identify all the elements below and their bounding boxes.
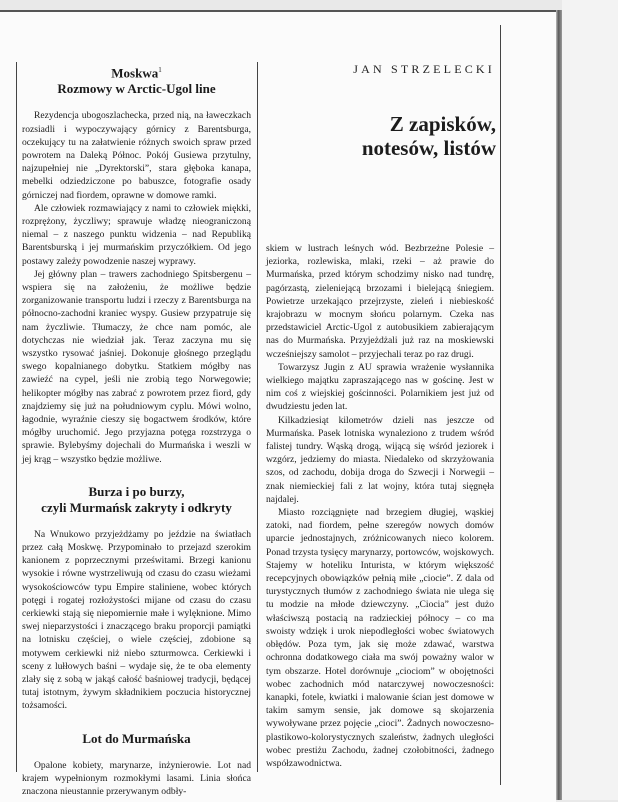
- paragraph: Na Wnukowo przyjeżdżamy po jeździe na światłach przez całą Moskwę. Przypominało to przejazd szerokim kanionem z poprzecznymi prześwitami. Brzegi kanionu wysokie i równe wystrzeliwują od czasu do czasu wieżami wysokościowców typu Empire staliniene, wobec których potęgi i rogatej rozłożystości mijane od czasu do czasu cerkiewki stają się niepomiernie małe i wylęknione. Mimo swej nieparzystości i znaczącego braku proporcji pamiątki na lotnisku częściej, o wiele częściej, zdobione są motywem cerkiewki niż niebo szturmowca. Cerkiewki i sceny z lułłowych baśni – wydaje się, że te oba elementy zlały się z sobą w jakąś całość baśniowej tradycji, będącej tutaj istotnym, żywym składnikiem poczucia historycznej tożsamości.: [22, 528, 251, 712]
- paragraph: Ale człowiek rozmawiający z nami to człowiek miękki, rozprężony, życzliwy; sprawuje władzę nieograniczoną niemal – z naszego punktu widzenia – nad Republiką Barentsburską i jej murmańskim przyczółkiem. Od jego postawy zależy powodzenie naszej wyprawy.: [22, 202, 251, 267]
- paragraph: Kilkadziesiąt kilometrów dzieli nas jeszcze od Murmańska. Pasek lotniska wynaleziono z trudem wśród falistej tundry. Wąską drogą, wijącą się wśród jeziorek i wzgórz, jedziemy do miasta. Niedaleko od skrzyżowania szos, od zachodu, dobija droga do Szwecji i Norwegii – znak niemieckiej fali z lat wojny, która tutaj sięgnęła najdalej.: [266, 414, 494, 505]
- column-rule-right: [500, 25, 501, 785]
- book-title: [330, 112, 496, 160]
- paragraph-continued: skiem w lustrach leśnych wód. Bezbrzeżne Polesie – jeziorka, rozlewiska, mlaki, rzeki – aż prawie do Murmańska, przed którym schodzimy nisko nad tundrę, pagórzastą, zieleniejącą brzozami i bielejącą śniegiem. Powietrze urzekająco przejrzyste, zieleń i niebieskość krajobrazu w mocnym słońcu polarnym. Czeka nas przedstawiciel Arctic-Ugol z autobusikiem zabierającym nas do Murmańska. Przyjeżdżali już raz na moskiewski wcześniejszy samolot – przyjechali teraz po raz drugi.: [266, 243, 494, 360]
- column-rule-middle: [257, 62, 258, 772]
- section-title-moskwa: [22, 62, 251, 97]
- right-text-column: [266, 242, 494, 770]
- section-title-line: Burza i po burzy,: [88, 483, 185, 499]
- page-edge-shadow: [556, 10, 562, 800]
- paragraph: Opalone kobiety, marynarze, inżynierowie. Lot nad krajem wypełnionym rozmokłymi lasami. Linia słońca znaczona nieustannie przerywanym odbły-: [22, 759, 251, 798]
- paragraph: Miasto rozciągnięte nad brzegiem długiej, wąskiej zatoki, nad fiordem, pełne szeregów nowych domów uparcie jednostajnych, zróżnicowanych nieco kolorem. Ponad trzysta tysięcy marynarzy, portowców, wojskowych. Stajemy w hoteliku Inturista, w którym większość recepcyjnych obowiązków pełnią miłe „ciocie”. Z dala od turystycznych tłumów z zachodniego świata nie ulega się tu modzie na młode dziewczyny. „Ciocia” jest dużo właściwszą postacią na radzieckiej północy – co ma swoisty wdzięk i urok niepodległości wobec światowych obłędów. Poza tym, jak się może zdawać, warstwa ochronna dodatkowego ciała ma swój poważny walor w tym obszarze. Hotel dorównuje „ciociom” w obojętności wobec zachodnich mód natarczywej nowoczesności: kanapki, fotele, kwiatki i malowanie ścian jest domowe w takim samym sensie, jak domowe są skojarzenia wywoływane przez pojęcie „cioci”. Żadnych nowoczesno-plastikowo-kolorystycznych szaleństw, żadnych uległości wobec prestiżu Zachodu, żadnej czołobitności, żadnego współzawodnictwa.: [266, 507, 494, 769]
- section-title-line: Moskwa: [111, 65, 159, 81]
- paragraph: Rezydencja ubogoszlachecka, przed nią, na ławeczkach rozsiadli i wypoczywający górnicy z Barentsburga, oczekujący tu na załatwienie różnych swoich spraw przed powrotem na Daleką Północ. Pokój Gusiewa przytulny, najzupełniej nie „Dyrektorski”, stara głęboka kanapa, mebelki odziedziczone po babuszce, fotografie osady górniczej nad fiordem, oprawne w domowe ramki.: [22, 110, 251, 201]
- author-name: JAN STRZELECKI: [353, 62, 495, 76]
- section-subtitle: czyli Murmańsk zakryty i odkryty: [41, 499, 232, 515]
- section-subtitle: Rozmowy w Arctic-Ugol line: [57, 81, 216, 97]
- column-rule-left: [16, 62, 17, 772]
- paragraph: Towarzysz Jugin z AU sprawia wrażenie wysłannika wielkiego majątku zapraszającego nas w gościnę. Jest w nim coś z wiejskiej gościnności. Polarnikiem jest już od dwudziestu jeden lat.: [266, 361, 494, 413]
- footnote-mark: 1: [158, 66, 162, 74]
- left-text-column: [22, 62, 251, 798]
- background-beyond-page: [562, 0, 618, 800]
- book-title-line-1: Z zapisków,: [389, 112, 496, 136]
- paragraph: Jej główny plan – trawers zachodniego Spitsbergenu – wspiera się na założeniu, że możliwe będzie zorganizowanie transportu ludzi i rzeczy z Barentsburga na północno-zachodni kraniec wyspy. Gusiew przypatruje się nam życzliwie. Tłumaczy, że chce nam pomóc, ale dotychczas nie wiedział jak. Teraz zaczyna mu się wszystko rysować jaśniej. Dokonuje głośnego przeglądu swego kopalnianego dobytku. Statkiem mógłby nas zawieźć na cypel, jeśli nie zrobią tego Norwegowie; helikopter mógłby nas zabrać z powrotem przez fiord, gdy znajdziemy się już na południowym cyplu. Mówi wolno, łagodnie, wyraźnie cieszy się bogactwem środków, które mógłby uruchomić. Jego przyjazna potęga rozstrzyga o sprawie. Bylebyśmy dojechali do Murmańska i weszli w jej krąg – wszystko będzie możliwe.: [22, 268, 251, 465]
- section-title-lot: Lot do Murmańska: [82, 730, 191, 746]
- book-title-line-2: notesów, listów: [361, 136, 496, 160]
- section-title-burza: [22, 484, 251, 516]
